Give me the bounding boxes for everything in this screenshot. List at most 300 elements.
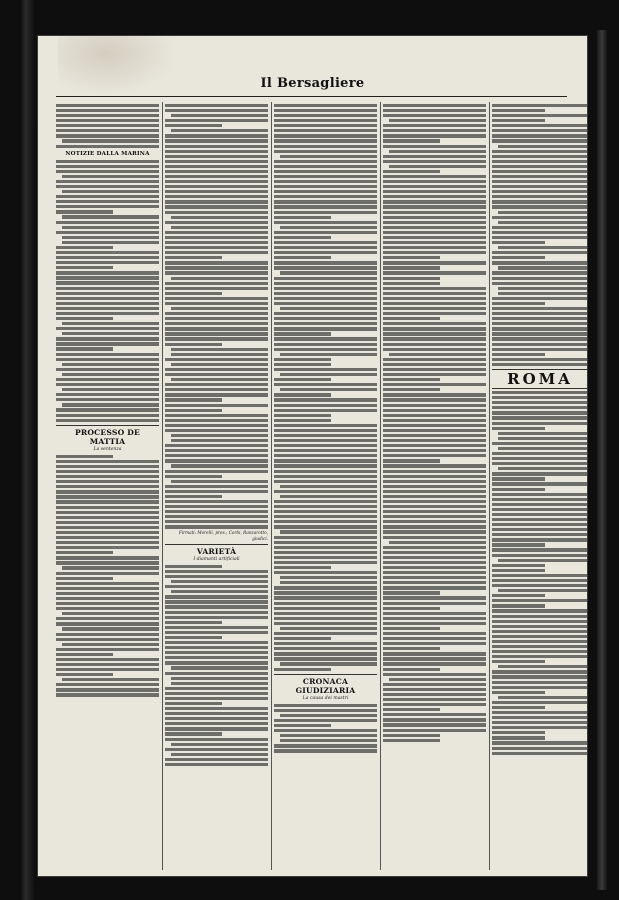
text-line [383, 221, 486, 224]
text-line [56, 526, 159, 529]
text-line [383, 444, 486, 447]
column-rule [489, 102, 490, 870]
text-line [383, 200, 486, 203]
text-line [492, 327, 587, 330]
text-line [492, 655, 587, 658]
text-line [492, 337, 587, 340]
text-line [492, 307, 587, 310]
newspaper-page [38, 36, 587, 876]
text-line [56, 317, 113, 320]
text-line [56, 408, 159, 411]
text-line [383, 393, 486, 396]
text-line [56, 521, 159, 524]
text-line [383, 454, 486, 457]
text-line [492, 251, 587, 254]
text-line [492, 569, 545, 572]
text-line [274, 287, 377, 290]
article-text-block [274, 104, 377, 671]
text-line [165, 672, 268, 675]
text-line [165, 656, 268, 659]
text-line [62, 388, 159, 391]
text-line [383, 693, 486, 696]
text-line [62, 236, 159, 239]
text-line [56, 342, 159, 345]
text-line [492, 528, 587, 531]
text-line [165, 495, 222, 498]
text-line [274, 561, 377, 564]
text-line [56, 485, 159, 488]
text-line [165, 500, 268, 503]
text-line [383, 622, 486, 625]
text-line [56, 592, 159, 595]
text-line [383, 500, 486, 503]
text-line [383, 282, 440, 285]
text-line [56, 582, 159, 585]
text-line [56, 205, 159, 208]
column-3 [274, 102, 377, 872]
text-line [274, 617, 377, 620]
text-line [274, 368, 377, 371]
text-line [383, 571, 486, 574]
text-line [492, 180, 587, 183]
text-line [165, 626, 268, 629]
text-line [165, 383, 268, 386]
text-line [492, 457, 587, 460]
column-5 [492, 102, 587, 872]
text-line [56, 673, 113, 676]
text-line [165, 236, 268, 239]
text-line [274, 129, 377, 132]
text-line [56, 210, 113, 213]
text-line [492, 427, 545, 430]
text-line [274, 444, 377, 447]
text-line [383, 327, 486, 330]
text-line [165, 388, 268, 391]
text-line [56, 668, 159, 671]
text-line [492, 488, 545, 491]
text-line [383, 266, 440, 269]
text-line [492, 119, 545, 122]
text-line [165, 692, 268, 695]
text-line [165, 246, 268, 249]
text-line [383, 668, 440, 671]
text-line [56, 292, 159, 295]
text-line [165, 449, 268, 452]
text-line [56, 119, 159, 122]
text-line [165, 155, 268, 158]
text-line [165, 190, 268, 193]
text-line [274, 236, 331, 239]
text-line [498, 696, 587, 699]
text-line [274, 500, 377, 503]
text-line [274, 566, 331, 569]
text-line [274, 114, 377, 117]
text-line [492, 205, 587, 208]
text-line [383, 673, 486, 676]
text-line [492, 462, 587, 465]
text-line [165, 393, 268, 396]
text-line [274, 536, 377, 539]
text-line [492, 452, 587, 455]
text-line [165, 454, 268, 457]
text-line [165, 398, 222, 401]
text-line [383, 505, 486, 508]
text-line [165, 287, 268, 290]
text-line [383, 530, 486, 533]
text-line [492, 353, 545, 356]
text-line [280, 388, 377, 391]
text-line [56, 414, 159, 417]
text-line [383, 561, 486, 564]
text-line [492, 406, 587, 409]
text-line [274, 195, 377, 198]
text-line [498, 437, 587, 440]
text-line [165, 317, 268, 320]
text-line [56, 622, 159, 625]
text-line [498, 467, 587, 470]
text-line [171, 216, 268, 219]
text-line [165, 727, 268, 730]
text-line [56, 693, 159, 696]
text-line [383, 546, 486, 549]
text-line [274, 256, 331, 259]
text-line [492, 584, 587, 587]
column-rule [162, 102, 163, 870]
text-line [498, 287, 587, 290]
text-line [492, 401, 587, 404]
text-line [56, 266, 113, 269]
text-line [165, 470, 268, 473]
article-subheading: La causa dei mastri [302, 695, 349, 701]
text-line [274, 398, 377, 401]
text-line [383, 348, 486, 351]
text-line [274, 744, 377, 747]
text-line [62, 139, 159, 142]
text-line [274, 139, 377, 142]
text-line [280, 734, 377, 737]
text-line [56, 688, 159, 691]
text-line [274, 378, 331, 381]
text-line [389, 353, 486, 356]
text-line [492, 711, 587, 714]
text-line [274, 591, 377, 594]
text-line [492, 599, 587, 602]
text-line [165, 515, 268, 518]
text-line [171, 226, 268, 229]
text-line [56, 160, 159, 163]
text-line [383, 170, 440, 173]
text-line [274, 571, 377, 574]
text-line [383, 124, 486, 127]
text-line [56, 251, 159, 254]
text-line [274, 180, 377, 183]
text-line [280, 353, 377, 356]
text-line [492, 124, 587, 127]
text-line [165, 444, 268, 447]
text-line [274, 520, 377, 523]
text-line [274, 348, 377, 351]
text-line [492, 165, 587, 168]
text-line [492, 594, 545, 597]
text-line [492, 726, 587, 729]
text-line [165, 261, 268, 264]
text-line [56, 129, 159, 132]
text-line [383, 155, 486, 158]
text-line [383, 566, 486, 569]
text-line [383, 520, 486, 523]
text-line [165, 570, 268, 573]
text-line [383, 459, 440, 462]
text-line [383, 109, 486, 112]
text-line [56, 551, 113, 554]
text-line [274, 525, 377, 528]
text-line [383, 185, 486, 188]
text-line [56, 638, 159, 641]
text-line [56, 577, 113, 580]
text-line [383, 104, 486, 107]
text-line [274, 459, 377, 462]
text-line [383, 251, 486, 254]
article-text-block [165, 104, 268, 529]
text-line [56, 572, 159, 575]
text-line [56, 455, 113, 458]
text-line [492, 271, 587, 274]
text-line [274, 719, 377, 722]
text-line [171, 439, 268, 442]
text-line [56, 546, 159, 549]
text-line [383, 424, 486, 427]
text-line [383, 647, 440, 650]
text-line [492, 523, 587, 526]
text-line [383, 414, 486, 417]
roma-headline: ROMA [492, 369, 587, 389]
text-line [274, 449, 377, 452]
text-line [383, 632, 486, 635]
text-line [62, 566, 159, 569]
text-line [274, 668, 331, 671]
text-line [274, 429, 377, 432]
column-rule [380, 102, 381, 870]
text-line [492, 513, 587, 516]
text-line [165, 241, 268, 244]
text-line [383, 139, 440, 142]
text-line [492, 139, 587, 142]
text-line [274, 165, 377, 168]
text-line [492, 416, 587, 419]
text-line [492, 604, 545, 607]
text-line [383, 180, 486, 183]
text-line [165, 205, 268, 208]
text-line [383, 683, 486, 686]
text-line [62, 241, 159, 244]
text-line [62, 678, 159, 681]
text-line [492, 442, 587, 445]
text-line [383, 373, 486, 376]
text-line [383, 226, 486, 229]
text-line [383, 236, 486, 239]
text-line [274, 337, 377, 340]
text-line [165, 490, 268, 493]
text-line [165, 646, 268, 649]
text-line [383, 343, 486, 346]
text-line [56, 337, 159, 340]
text-line [165, 641, 268, 644]
text-line [56, 480, 159, 483]
text-line [383, 485, 486, 488]
text-line [56, 297, 159, 300]
text-line [274, 119, 377, 122]
text-line [56, 368, 159, 371]
text-line [171, 434, 268, 437]
text-line [383, 211, 486, 214]
text-line [165, 722, 268, 725]
text-line [165, 520, 268, 523]
text-line [165, 373, 268, 376]
text-line [56, 465, 159, 468]
text-line [171, 753, 268, 756]
text-line [492, 282, 587, 285]
text-line [165, 271, 268, 274]
text-line [383, 129, 486, 132]
text-line [56, 109, 159, 112]
text-line [383, 495, 486, 498]
text-line [62, 175, 159, 178]
text-line [383, 261, 486, 264]
text-line [383, 536, 486, 539]
text-line [492, 574, 587, 577]
text-line [383, 429, 486, 432]
text-line [383, 576, 486, 579]
text-line [389, 678, 486, 681]
text-line [274, 175, 377, 178]
text-line [492, 635, 587, 638]
text-line [492, 564, 545, 567]
text-line [56, 495, 159, 498]
text-line [492, 721, 587, 724]
text-line [492, 538, 587, 541]
text-line [62, 612, 159, 615]
text-line [383, 698, 486, 701]
text-line [165, 180, 268, 183]
text-line [165, 343, 222, 346]
text-line [56, 648, 159, 651]
text-line [383, 637, 486, 640]
article-text-block [56, 160, 159, 422]
text-line [165, 200, 268, 203]
text-line [383, 551, 486, 554]
text-line [165, 165, 268, 168]
text-line [56, 276, 159, 279]
text-line [274, 246, 377, 249]
text-line [165, 702, 222, 705]
text-line [383, 241, 486, 244]
text-line [383, 602, 486, 605]
text-line [492, 226, 587, 229]
text-line [165, 185, 268, 188]
text-line [492, 231, 587, 234]
text-line [56, 358, 159, 361]
text-line [62, 643, 159, 646]
text-line [165, 124, 222, 127]
text-line [492, 701, 587, 704]
text-line [492, 422, 587, 425]
text-line [274, 632, 377, 635]
text-line [165, 687, 268, 690]
article-headline: PROCESSO DE MATTIA [56, 425, 159, 446]
text-line [492, 533, 587, 536]
text-line [280, 485, 377, 488]
text-line [274, 134, 377, 137]
text-line [383, 581, 486, 584]
text-line [165, 322, 268, 325]
text-line [274, 282, 377, 285]
text-line [274, 231, 377, 234]
text-line [492, 518, 587, 521]
text-line [56, 633, 159, 636]
text-line [274, 424, 377, 427]
text-line [165, 327, 268, 330]
text-line [274, 200, 377, 203]
text-line [274, 510, 377, 513]
text-line [165, 332, 268, 335]
text-line [383, 627, 440, 630]
text-line [492, 363, 587, 366]
text-line [492, 411, 587, 414]
text-line [383, 231, 486, 234]
book-spine-left [20, 0, 34, 900]
article-text-block [274, 704, 377, 753]
text-line [165, 160, 268, 163]
text-line [56, 281, 159, 284]
text-line [165, 297, 268, 300]
text-line [492, 200, 587, 203]
text-line [383, 419, 486, 422]
text-line [383, 160, 486, 163]
text-line [492, 736, 545, 739]
text-line [492, 503, 587, 506]
text-line [165, 738, 268, 741]
text-line [492, 155, 587, 158]
text-line [492, 195, 587, 198]
text-line [383, 596, 486, 599]
text-line [383, 586, 486, 589]
text-line [280, 581, 377, 584]
text-line [165, 429, 268, 432]
text-line [62, 332, 159, 335]
text-line [274, 454, 377, 457]
text-line [383, 190, 486, 193]
text-line [383, 216, 486, 219]
text-line [383, 145, 486, 148]
text-line [383, 449, 486, 452]
text-line [383, 434, 486, 437]
text-line [280, 495, 377, 498]
text-line [274, 414, 331, 417]
text-line [498, 246, 587, 249]
text-line [56, 134, 159, 137]
text-line [383, 277, 440, 280]
text-line [492, 170, 587, 173]
text-line [56, 347, 113, 350]
text-line [492, 185, 587, 188]
text-line [165, 424, 268, 427]
text-line [383, 322, 486, 325]
text-line [274, 317, 377, 320]
text-line [165, 256, 222, 259]
text-line [165, 170, 268, 173]
text-line [492, 277, 587, 280]
text-line [56, 180, 159, 183]
